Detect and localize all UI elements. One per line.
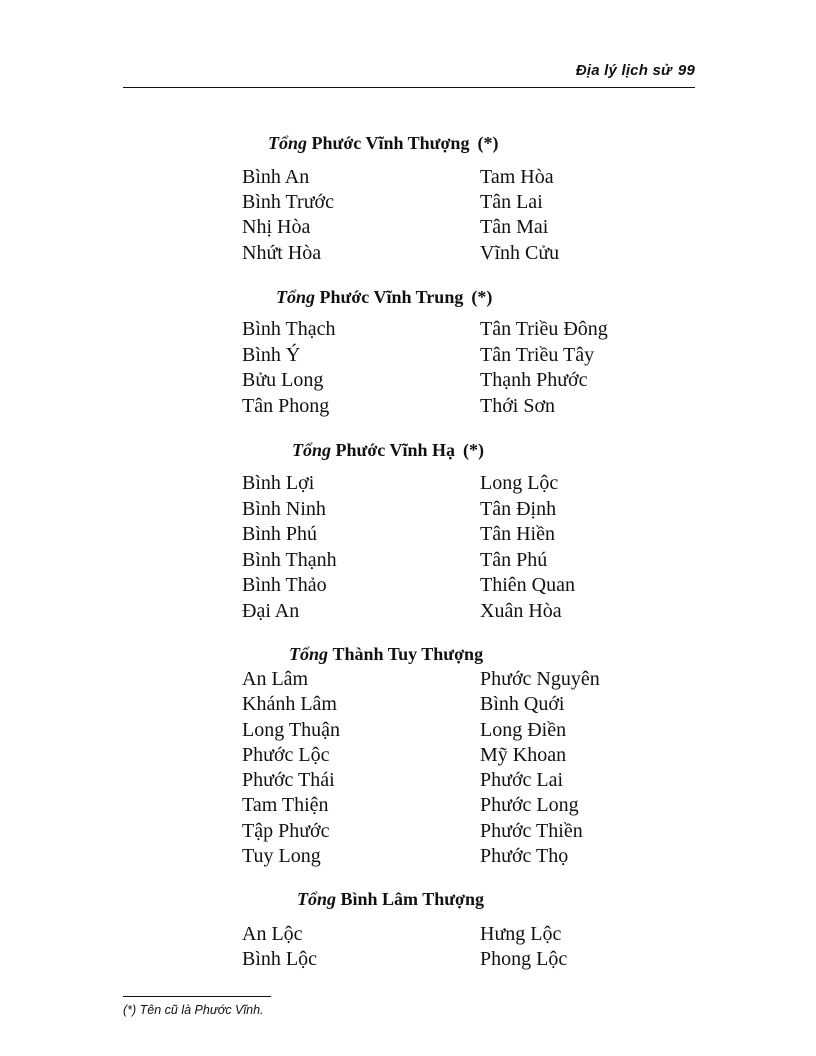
village-name: Tân Hiền (480, 523, 555, 546)
village-name: Bình Phú (242, 523, 318, 546)
village-name: Mỹ Khoan (480, 743, 567, 766)
section-title-name: Phước Vĩnh Trung (319, 287, 464, 307)
village-name: Phước Long (480, 794, 579, 817)
village-name: Phước Lộc (242, 743, 330, 766)
village-name: Bửu Long (242, 369, 324, 392)
village-name: Phước Thái (242, 769, 335, 792)
village-name: Bình Ý (242, 343, 301, 366)
village-name: Tân Phú (480, 548, 548, 571)
village-name: Long Thuận (242, 718, 340, 741)
village-name: Bình Trước (242, 191, 335, 214)
village-name: Tuy Long (242, 845, 321, 868)
village-name: Xuân Hòa (480, 599, 562, 622)
section-title (297, 888, 484, 910)
page-number: 99 (677, 62, 695, 79)
section-title-prefix: Tổng (289, 644, 329, 664)
village-name: Thới Sơn (480, 395, 556, 418)
footnote: (*) Tên cũ là Phước Vĩnh. (123, 1003, 264, 1017)
village-name: An Lâm (242, 668, 309, 690)
village-name: Phong Lộc (480, 948, 568, 970)
village-name: Tân Triều Tây (480, 343, 595, 366)
running-header-title: Địa lý lịch sử (575, 62, 672, 79)
footnote-marker: (*) (477, 133, 499, 153)
village-name: Tân Định (480, 497, 557, 520)
village-name: Thiên Quan (480, 574, 575, 597)
village-name: Tân Phong (242, 395, 330, 418)
village-name: Đại An (242, 599, 300, 622)
village-name: Bình Lợi (242, 472, 315, 494)
section-title-prefix: Tổng (297, 889, 337, 909)
section-title-name: Thành Tuy Thượng (332, 644, 484, 664)
village-name: Tập Phước (242, 819, 330, 842)
village-name: Tam Hòa (480, 166, 554, 188)
village-name: Thạnh Phước (480, 369, 588, 392)
village-name: Phước Thiền (480, 819, 583, 842)
section-title (276, 286, 492, 308)
section-title-name: Phước Vĩnh Thượng (311, 133, 470, 153)
village-name: Tân Mai (480, 216, 549, 239)
village-list (242, 667, 642, 869)
footnote-marker: (*) (471, 287, 493, 307)
running-header (576, 62, 695, 79)
village-name: Bình Lộc (242, 948, 317, 970)
village-name: Tam Thiện (242, 794, 329, 817)
section-title-prefix: Tổng (276, 287, 316, 307)
village-name: Long Lộc (480, 472, 559, 494)
section-title-name: Phước Vĩnh Hạ (335, 440, 455, 460)
village-name: Phước Nguyên (480, 668, 600, 690)
village-name: Tân Lai (480, 191, 543, 214)
village-name: Bình An (242, 166, 310, 188)
village-name: Bình Thạch (242, 318, 336, 340)
village-name: Bình Thạnh (242, 548, 337, 571)
village-name: Bình Ninh (242, 497, 326, 520)
village-name: Hưng Lộc (480, 923, 562, 945)
village-list (242, 317, 642, 420)
village-name: Phước Lai (480, 769, 564, 792)
village-name: Bình Quới (480, 693, 565, 716)
section-title (268, 132, 498, 154)
village-name: Tân Triều Đông (480, 318, 608, 340)
section-title (289, 643, 483, 665)
header-rule (123, 87, 695, 88)
section-title-prefix: Tổng (292, 440, 332, 460)
section-title (292, 439, 484, 461)
village-name: Nhị Hòa (242, 216, 311, 239)
section-title-prefix: Tổng (268, 133, 308, 153)
village-name: Long Điền (480, 718, 567, 741)
village-name: Nhứt Hòa (242, 241, 322, 264)
village-name: Vĩnh Cửu (480, 241, 560, 264)
section-title-name: Bình Lâm Thượng (340, 889, 485, 909)
village-name: Khánh Lâm (242, 693, 337, 716)
footnote-rule (123, 996, 271, 997)
footnote-marker: (*) (462, 440, 484, 460)
village-name: Phước Thọ (480, 845, 569, 868)
village-list (242, 165, 642, 266)
village-list (242, 922, 642, 972)
village-name: Bình Thảo (242, 574, 327, 597)
village-list (242, 471, 642, 625)
village-name: An Lộc (242, 923, 303, 945)
